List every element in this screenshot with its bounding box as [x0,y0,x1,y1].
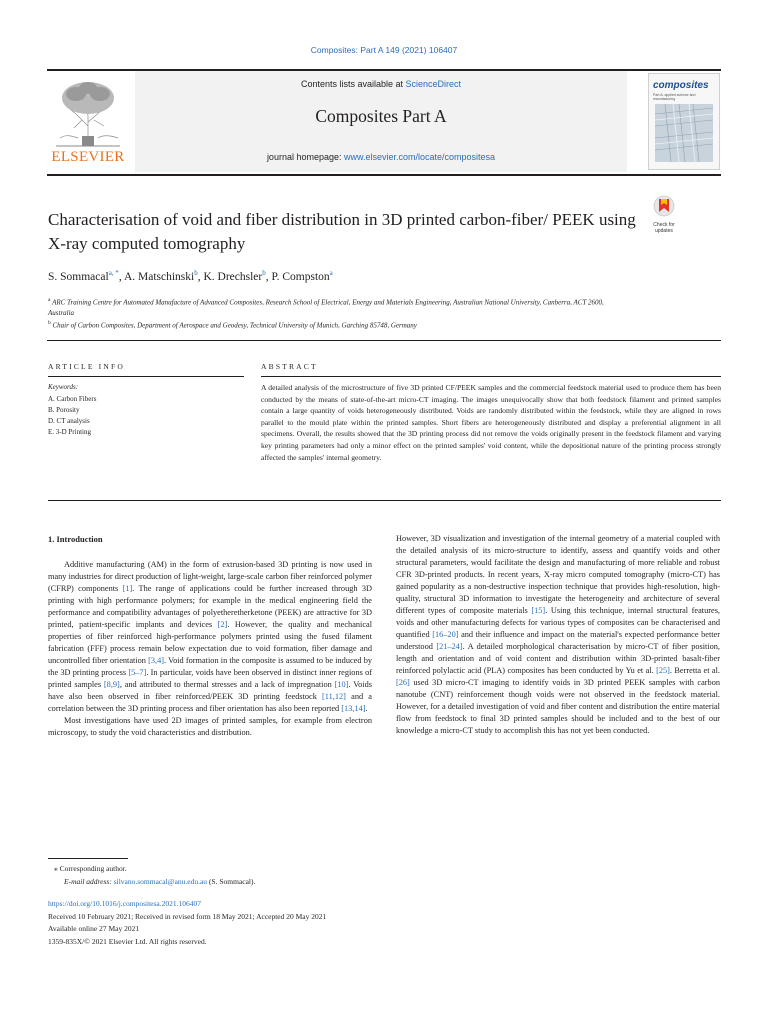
citation-link[interactable]: [13,14] [341,704,366,713]
cover-title: composites [653,80,709,91]
introduction-heading: 1. Introduction [48,534,103,544]
citation-link[interactable]: [3,4] [148,656,165,665]
keyword-item: B. Porosity [48,406,80,414]
doi-link[interactable]: https://doi.org/10.1016/j.compositesa.2021.106407 [48,899,201,908]
journal-cover-thumbnail[interactable] [648,73,720,170]
keyword-item: D. CT analysis [48,417,90,425]
email-link[interactable]: silvano.sommacal@anu.edu.au [113,876,208,886]
author-affiliation-mark[interactable]: b [262,269,266,277]
online-date: Available online 27 May 2021 [48,924,140,933]
body-text: However, 3D visualization and investigation of the internal geometry of a material coupled with the detailed analysis of its micro-structure to identify, assess and quantify voids and other structural parameters, would facilitate the design and manufacturing of more reliable and robust CFR 3D-printed products. In recent years, X-ray micro computed tomography (micro-CT) has gained popularity as a non-destructive inspection technique that provides high-resolution, high-quality, structural 3D information to investigate the heterogeneity and architecture of several different types of composite materials [396,534,720,615]
citation-link[interactable]: [1] [122,584,133,593]
body-text: Additive manufacturing (AM) in the form of extrusion-based 3D printing is now used in many industries for direct production of light-weight, large-scale carbon fiber reinforced polymer (CFRP) components [48,560,372,593]
paragraph [48,559,372,715]
author-name[interactable]: K. Drechsler [203,270,263,283]
affiliation-b [48,318,628,331]
homepage-prefix: journal homepage: [266,152,344,162]
keywords-list [48,394,96,438]
body-text: . Using this technique, internal structural features, voids and other manufacturing defects for various types of composites can be characterised and quantified [396,606,720,639]
keyword-item: A. Carbon Fibers [48,395,97,403]
contents-prefix: Contents lists available at [300,79,406,89]
sciencedirect-link[interactable]: ScienceDirect [405,79,462,89]
badge-text [648,222,680,234]
citation-link[interactable]: [26] [396,678,410,687]
citation-link[interactable]: [25] [656,666,670,675]
body-text: . Void formation in the composite is assumed to be induced by the 3D printing process [48,656,372,677]
received-dates: Received 10 February 2021; Received in revised form 18 May 2021; Accepted 20 May 2021 [48,911,327,921]
article-info-rule [48,376,244,377]
citation-link[interactable]: [5–7] [128,668,147,677]
citation-link[interactable]: [15] [531,606,546,615]
affiliation-mark: a [48,297,51,303]
journal-title: Composites Part A [315,106,447,126]
journal-reference[interactable]: Composites: Part A 149 (2021) 106407 [310,45,458,55]
body-text: and their influence and impact on the material's expected performance better understood [396,630,721,651]
cover-image [655,104,713,162]
keyword-item: E. 3-D Printing [48,428,91,436]
article-title: Characterisation of void and fiber distribution in 3D printed carbon-fiber/ PEEK using X-ray computed tomography [48,210,636,253]
affiliation-a [48,295,628,319]
bookmark-icon [648,195,680,217]
footnote-rule [48,858,128,859]
email-suffix: (S. Sommacal). [207,876,256,886]
section-rule [47,340,721,341]
body-text: . However, the quality and mechanical properties of fiber reinforced high-performance polymers printed using the fused filament fabrication (FFF) process remain below expectation due to void formation, fiber damage and uncontrolled fiber orientation [48,620,372,665]
body-column-left [48,559,372,739]
homepage-line [135,152,627,162]
cover-subtitle: Part A: applied science and manufacturing [653,93,696,101]
abstract-bottom-rule [48,500,721,501]
body-text: , and attributed to thermal stresses and a lack of impregnation [119,680,335,689]
body-text: . A detailed morphological characterisation by micro-CT of fiber position, length and orientation and of void content and distribution within 3D-printed basalt-fiber reinforced polylactic acid (PLA) composites has been conducted by Yu et al. [396,642,721,675]
author-affiliation-mark[interactable]: a, * [108,269,119,277]
author-affiliation-mark[interactable]: a [329,269,333,277]
author-list: S. Sommacal$^{a, *}$, A. Matschinski$^b$, K. Drechsler$^b$, P. Compston$^a$ [48,269,333,283]
badge-line-2: updates [655,228,673,234]
keywords-label: Keywords: [48,383,79,391]
abstract-heading: ABSTRACT [261,362,318,371]
body-text: . Berretta et al. [669,666,720,675]
copyright-line: 1359-835X/© 2021 Elsevier Ltd. All rights reserved. [48,936,207,946]
check-for-updates-badge[interactable] [648,195,680,234]
publication-info [48,898,548,948]
body-text: . The range of applications could be further increased through 3D printing with high performance polymers; for example in the medical engineering field the performance and compatibility advantages of polyetheretherketone (PEEK) are attractive for 3D printed, patient-specific implants and devices [48,584,372,629]
footnotes [48,863,255,888]
author-name[interactable]: P. Compston [271,270,330,283]
author-affiliation-mark[interactable]: b [194,269,198,277]
body-text: used 3D micro-CT imaging to identify voids in 3D printed PEEK samples with carbon nanotube (CNT) reinforcement though voids were not observed in the feedstock material. However, for a detailed investigation of void and fiber content and distribution the entire material flow from feedstock to final 3D printed samples should be included and to the best of our knowledge a micro-CT study to accomplish this has not yet been conducted. [396,678,720,735]
journal-homepage-link[interactable]: www.elsevier.com/locate/compositesa [344,152,496,162]
paragraph [396,533,720,737]
body-text: and a correlation between the 3D printing process and fiber orientation has also been reported [48,692,372,713]
email-line [48,876,255,889]
citation-link[interactable]: [10] [334,680,349,689]
article-info-heading: ARTICLE INFO [48,362,125,371]
citation-link[interactable]: [21–24] [436,642,463,651]
body-column-right [396,533,720,737]
elsevier-wordmark: ELSEVIER [51,149,125,165]
citation-link[interactable]: [16–20] [432,630,459,639]
email-label: E-mail address: [64,876,114,886]
citation-link[interactable]: [11,12] [322,692,346,701]
affiliation-text: ARC Training Centre for Automated Manufacture of Advanced Composites, Research School of Electrical, Energy and Materials Engineering, Australian National University, Canberra, ACT 2600, Australia [48,298,604,318]
corresponding-author-note: ⁎ Corresponding author. [54,864,127,873]
citation-link[interactable]: [8,9] [103,680,120,689]
author-name[interactable]: A. Matschinski [123,270,195,283]
body-text: . [365,704,368,713]
affiliation-text: Chair of Carbon Composites, Department of Aerospace and Geodesy, Technical University of Munich, Garching 85748, Germany [52,321,417,330]
abstract-text: A detailed analysis of the microstructure of five 3D printed CF/PEEK samples and the commercial feedstock material used to produce them has been conducted by the means of state-of-the-art micro-CT imaging. The images unequivocally show that both feedstock filament and printed samples contain a large quantity of voids heterogeneously distributed. Voids are randomly distributed within the feedstock, while they are aligned in rows parallel to the mould plate within the printed samples. Short fibers are heterogeneously distributed and display a preferential alignment in all specimens. Overall, the results showed that the 3D printing process did not remove the voids originally present in the feedstock filament and varying key printing parameters had only a minor effect on the printed samples' void content, while the depositional nature of the printing process strongly affected the samples' internal geometry. [261,383,721,462]
affiliation-mark: b [48,320,51,326]
abstract-rule [261,376,721,377]
body-text: . Voids have also been observed in fiber reinforced/PEEK 3D printing feedstock [48,680,372,701]
contents-line [135,79,627,89]
paragraph: Most investigations have used 2D images of printed samples, for example from electron microscopy, to study the void characteristics and distribution. [48,716,372,737]
badge-line-1: Check for [653,222,675,228]
body-text: . In particular, voids have been observed in distinct inner regions of printed samples [48,668,372,689]
author-name[interactable]: S. Sommacal [48,270,109,283]
header-rule [47,174,721,176]
citation-link[interactable]: [2] [217,620,228,629]
